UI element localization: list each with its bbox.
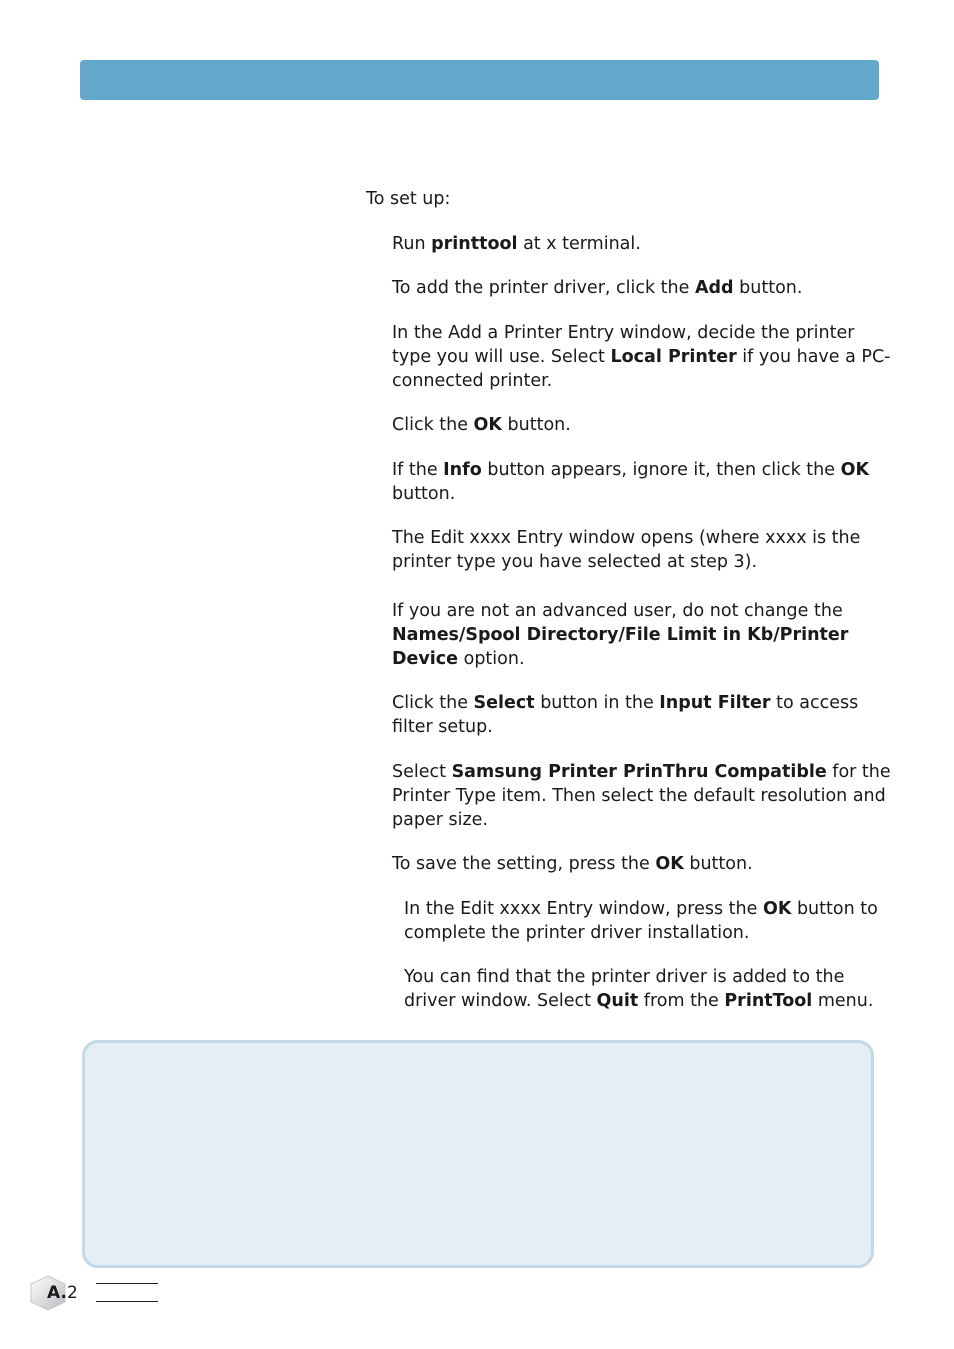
step-line xyxy=(392,369,890,393)
text-run: Run xyxy=(392,234,432,254)
bold-term: OK xyxy=(762,899,792,919)
section-header-bar xyxy=(80,60,879,100)
step-4-text xyxy=(392,413,571,437)
page-number xyxy=(47,1282,78,1304)
bold-term: Samsung Printer PrinThru Compatible xyxy=(451,762,827,782)
text-run: You can find that the printer driver is added to the xyxy=(404,967,845,987)
step-1-text xyxy=(392,232,641,256)
step-3-text xyxy=(392,321,890,393)
step-line xyxy=(392,232,641,256)
text-run: button. xyxy=(501,415,571,435)
bold-term: Add xyxy=(694,278,734,298)
text-run: Click the xyxy=(392,693,474,713)
bold-term: Info xyxy=(443,460,482,480)
step-line xyxy=(392,784,891,808)
text-run: type you will use. Select xyxy=(392,347,611,367)
text-run: button in the xyxy=(534,693,660,713)
step-2-text xyxy=(392,276,802,300)
step-line xyxy=(392,413,571,437)
bold-term: OK xyxy=(473,415,502,435)
bold-term: OK xyxy=(655,854,684,874)
text-run: paper size. xyxy=(392,810,488,830)
step-11-text xyxy=(404,897,878,945)
text-run: complete the printer driver installation. xyxy=(404,923,750,943)
step-6-text xyxy=(392,526,860,574)
step-line xyxy=(392,550,860,574)
step-line xyxy=(404,989,873,1013)
text-run: In the Add a Printer Entry window, decide the printer xyxy=(392,323,855,343)
step-line xyxy=(392,808,891,832)
bold-term: OK xyxy=(840,460,870,480)
step-line xyxy=(392,691,858,715)
text-run: button appears, ignore it, then click the xyxy=(481,460,841,480)
text-run: printer type you have selected at step 3). xyxy=(392,552,758,572)
step-10-text xyxy=(392,852,753,876)
note-box xyxy=(82,1040,874,1268)
step-9-text xyxy=(392,760,891,832)
text-run: button. xyxy=(733,278,803,298)
text-run: If the xyxy=(392,460,444,480)
step-line xyxy=(392,715,858,739)
bold-term: Names/Spool Directory/File Limit in Kb/Printer xyxy=(392,625,849,645)
text-run: Click the xyxy=(392,415,474,435)
text-run: If you are not an advanced user, do not change the xyxy=(392,601,843,621)
bold-term: Select xyxy=(473,693,535,713)
step-line xyxy=(392,458,869,482)
footer-rule-top xyxy=(96,1283,158,1284)
text-run: The Edit xxxx Entry window opens (where xxxx is the xyxy=(392,528,861,548)
text-run: To add the printer driver, click the xyxy=(392,278,695,298)
text-run: for the xyxy=(826,762,891,782)
intro-text: To set up: xyxy=(366,189,451,209)
bold-term: Quit xyxy=(596,991,639,1011)
step-line xyxy=(392,599,848,623)
text-run: connected printer. xyxy=(392,371,553,391)
text-run: In the Edit xxxx Entry window, press the xyxy=(404,899,763,919)
step-line xyxy=(392,321,890,345)
step-line xyxy=(392,526,860,550)
text-run: filter setup. xyxy=(392,717,493,737)
bold-term: printtool xyxy=(431,234,518,254)
text-run: button. xyxy=(683,854,753,874)
step-line xyxy=(392,760,891,784)
step-line xyxy=(404,897,878,921)
step-line xyxy=(404,921,878,945)
step-line xyxy=(392,852,753,876)
step-5-text xyxy=(392,458,869,506)
footer-rule-bottom xyxy=(96,1301,158,1302)
step-line xyxy=(392,482,869,506)
step-line xyxy=(392,623,848,647)
bold-term: PrintTool xyxy=(724,991,813,1011)
text-run: to access xyxy=(770,693,859,713)
text-run: option. xyxy=(458,649,525,669)
text-run: if you have a PC- xyxy=(736,347,891,367)
page-number-value: 2 xyxy=(66,1283,78,1303)
text-run: To save the setting, press the xyxy=(392,854,656,874)
bold-term: Local Printer xyxy=(610,347,737,367)
bold-term: Input Filter xyxy=(659,693,771,713)
text-run: Select xyxy=(392,762,452,782)
text-run: menu. xyxy=(812,991,874,1011)
bold-term: Device xyxy=(392,649,459,669)
step-line xyxy=(392,276,802,300)
page-prefix: A. xyxy=(47,1283,67,1303)
text-run: button to xyxy=(791,899,878,919)
text-run: at x terminal. xyxy=(517,234,641,254)
step-8-text xyxy=(392,691,858,739)
step-12-text xyxy=(404,965,873,1013)
text-run: button. xyxy=(392,484,456,504)
text-run: from the xyxy=(638,991,725,1011)
text-run: Printer Type item. Then select the default resolution and xyxy=(392,786,886,806)
step-7-text xyxy=(392,599,848,671)
step-line xyxy=(392,345,890,369)
step-line xyxy=(404,965,873,989)
step-line xyxy=(392,647,848,671)
text-run: driver window. Select xyxy=(404,991,597,1011)
